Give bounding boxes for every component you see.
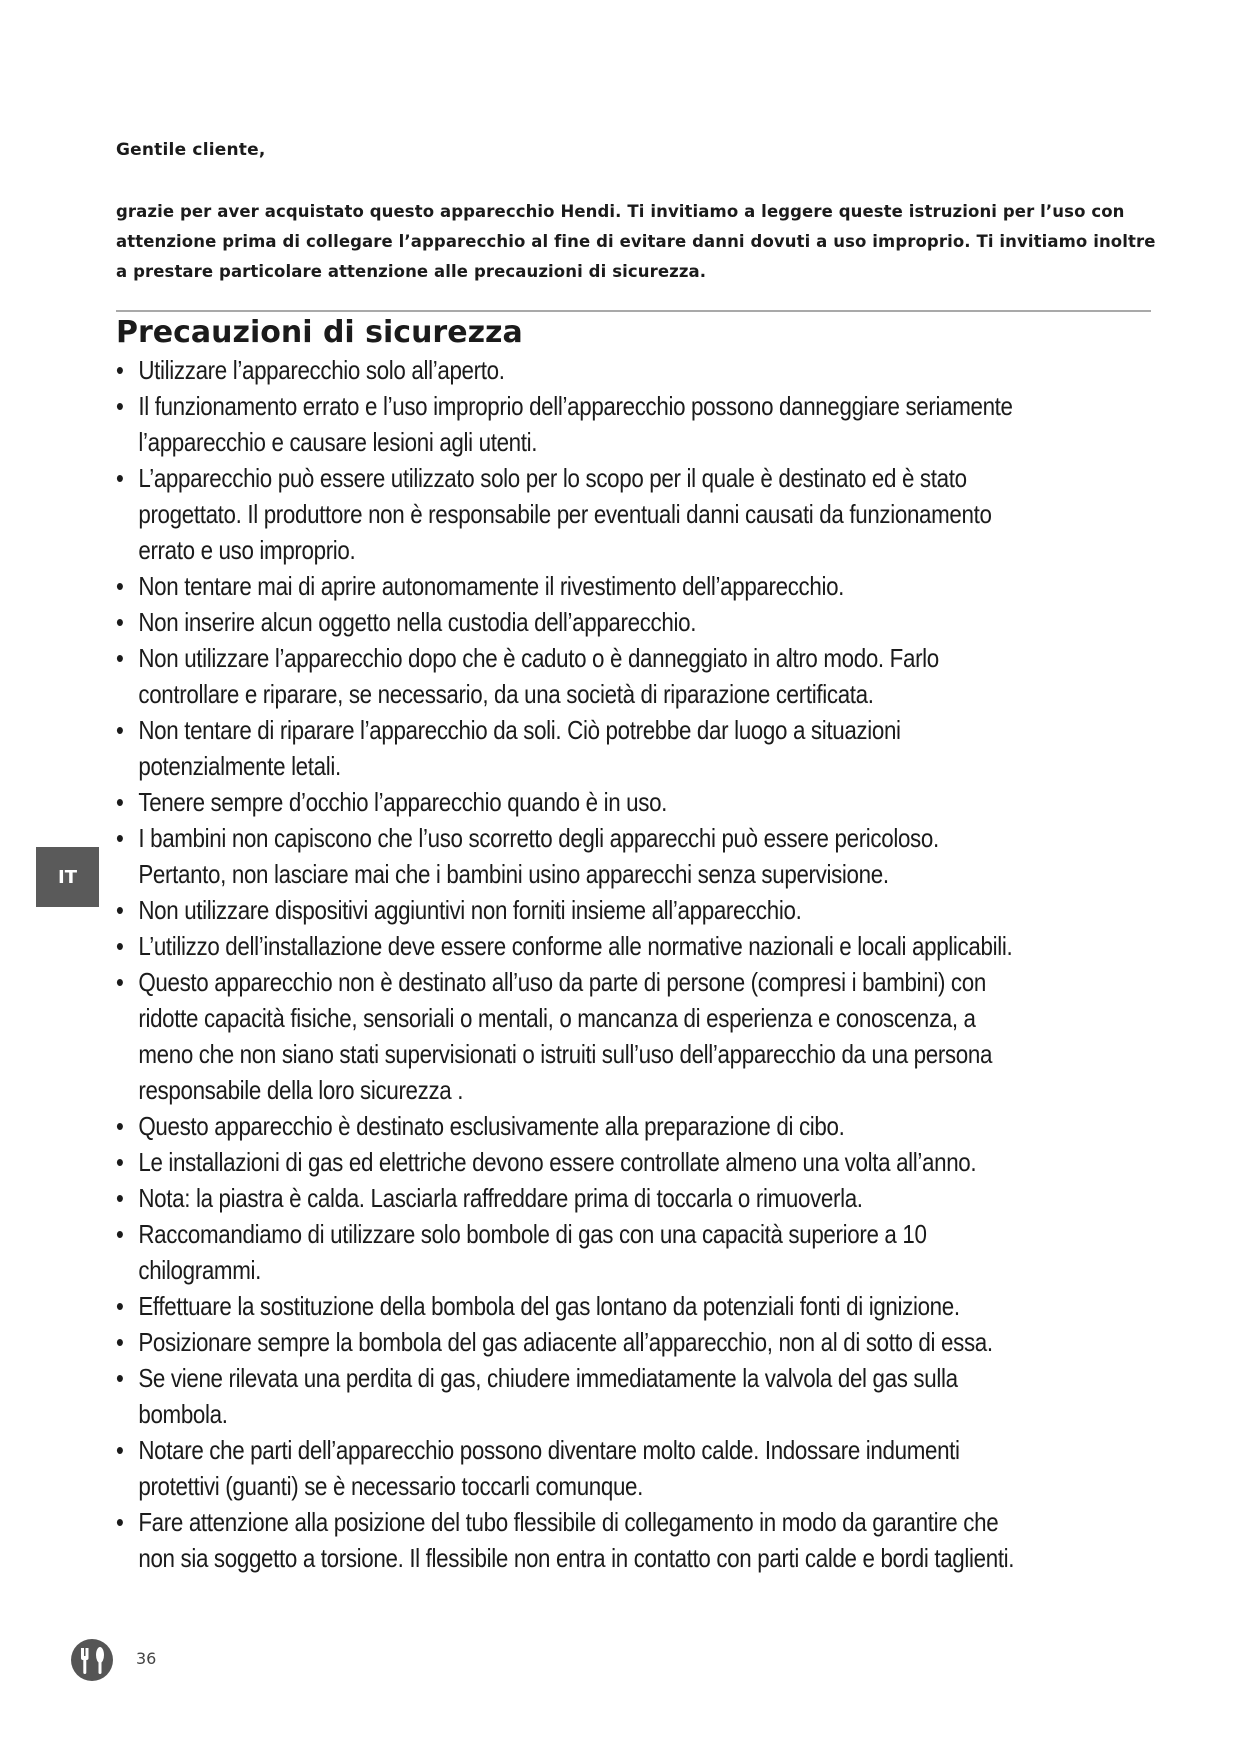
list-item: • Posizionare sempre la bombola del gas adiacente all’apparecchio, non al di sotto di essa. — [116, 1324, 1015, 1360]
list-item: • L’apparecchio può essere utilizzato solo per lo scopo per il quale è destinato ed è stato progettato. Il produttore non è responsabile per eventuali danni causati da funzionamento errato e uso improprio. — [116, 460, 1015, 568]
list-item: • Utilizzare l’apparecchio solo all’aperto. — [116, 352, 1015, 388]
list-item: • Non utilizzare dispositivi aggiuntivi non forniti insieme all’apparecchio. — [116, 892, 1015, 928]
list-item: • Le installazioni di gas ed elettriche devono essere controllate almeno una volta all’anno. — [116, 1144, 1015, 1180]
intro-paragraph: grazie per aver acquistato questo apparecchio Hendi. Ti invitiamo a leggere queste istruzioni per l’uso con attenzione prima di collegare l’apparecchio al fine di evitare danni dovuti a uso improprio. Ti invitiamo inoltre a prestare particolare attenzione alle precauzioni di sicurezza. — [116, 202, 1156, 281]
cutlery-logo-icon — [70, 1638, 114, 1682]
list-item: • Notare che parti dell’apparecchio possono diventare molto calde. Indossare indumenti protettivi (guanti) se è necessario toccarli comunque. — [116, 1432, 1015, 1504]
list-item: • Non tentare mai di aprire autonomamente il rivestimento dell’apparecchio. — [116, 568, 1015, 604]
list-item: • Tenere sempre d’occhio l’apparecchio quando è in uso. — [116, 784, 1015, 820]
section-divider — [116, 310, 1151, 312]
list-item: • Non utilizzare l’apparecchio dopo che è caduto o è danneggiato in altro modo. Farlo controllare e riparare, se necessario, da una società di riparazione certificata. — [116, 640, 1015, 712]
list-item: • Effettuare la sostituzione della bombola del gas lontano da potenziali fonti di ignizione. — [116, 1288, 1015, 1324]
list-item: • Il funzionamento errato e l’uso improprio dell’apparecchio possono danneggiare seriamente l’apparecchio e causare lesioni agli utenti. — [116, 388, 1015, 460]
page-number: 36 — [136, 1649, 157, 1668]
list-item: • I bambini non capiscono che l’uso scorretto degli apparecchi può essere pericoloso. Pertanto, non lasciare mai che i bambini usino apparecchi senza supervisione. — [116, 820, 1015, 892]
language-label: IT — [58, 866, 77, 888]
list-item: • Questo apparecchio è destinato esclusivamente alla preparazione di cibo. — [116, 1108, 1015, 1144]
list-item: • Non inserire alcun oggetto nella custodia dell’apparecchio. — [116, 604, 1015, 640]
list-item: • L’utilizzo dell’installazione deve essere conforme alle normative nazionali e locali applicabili. — [116, 928, 1015, 964]
safety-list — [116, 352, 1015, 1576]
list-item: • Raccomandiamo di utilizzare solo bombole di gas con una capacità superiore a 10 chilogrammi. — [116, 1216, 1015, 1288]
list-item: • Nota: la piastra è calda. Lasciarla raffreddare prima di toccarla o rimuoverla. — [116, 1180, 1015, 1216]
list-item: • Non tentare di riparare l’apparecchio da soli. Ciò potrebbe dar luogo a situazioni potenzialmente letali. — [116, 712, 1015, 784]
list-item: • Questo apparecchio non è destinato all’uso da parte di persone (compresi i bambini) con ridotte capacità fisiche, sensoriali o mentali, o mancanza di esperienza e conoscenza, a meno che non siano stati supervisionati o istruiti sull’uso dell’apparecchio da una persona responsabile della loro sicurezza . — [116, 964, 1015, 1108]
section-title: Precauzioni di sicurezza — [116, 315, 523, 350]
list-item: • Se viene rilevata una perdita di gas, chiudere immediatamente la valvola del gas sulla bombola. — [116, 1360, 1015, 1432]
greeting: Gentile cliente, — [116, 140, 266, 160]
list-item: • Fare attenzione alla posizione del tubo flessibile di collegamento in modo da garantire che non sia soggetto a torsione. Il flessibile non entra in contatto con parti calde e bordi taglienti. — [116, 1504, 1015, 1576]
language-tab — [36, 847, 99, 907]
